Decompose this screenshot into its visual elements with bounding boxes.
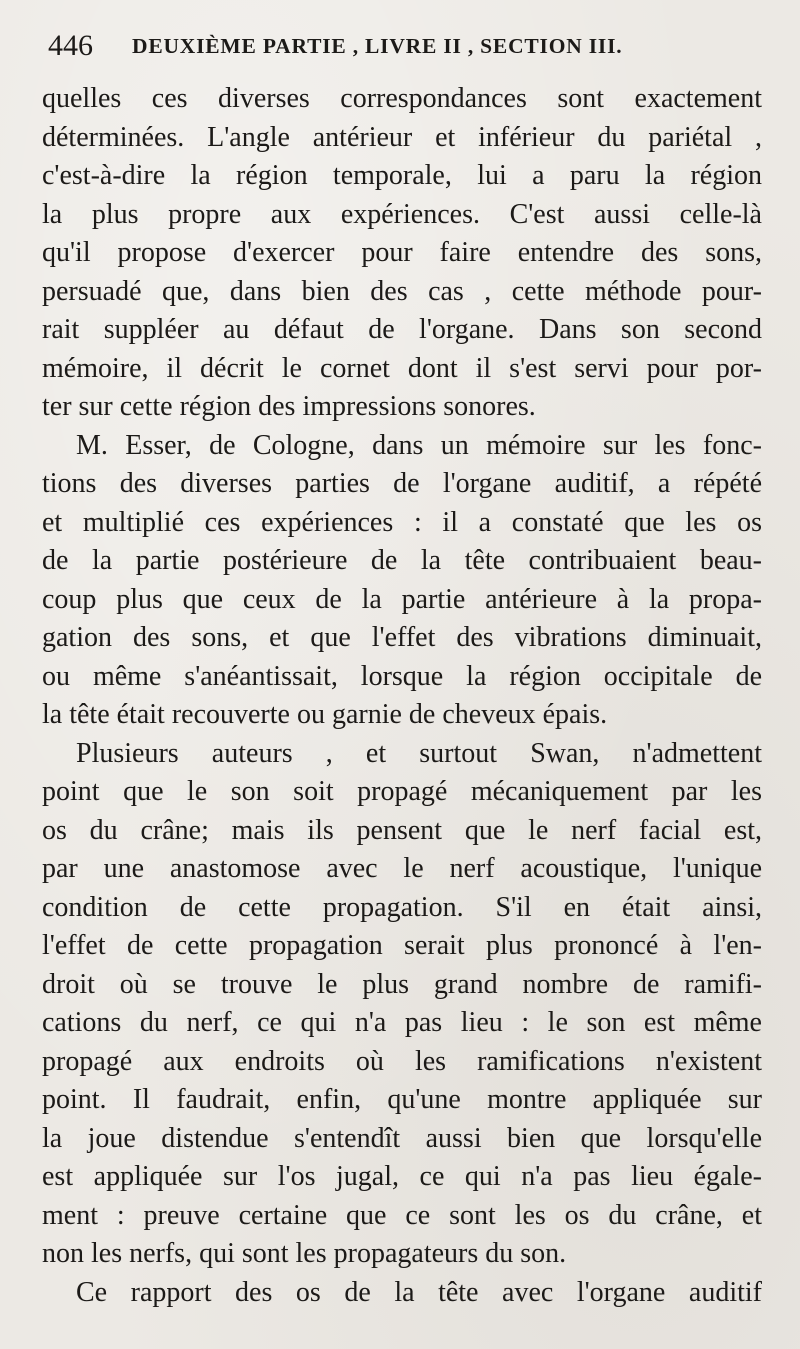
text-line: gation des sons, et que l'effet des vibrations diminuait, [42, 622, 762, 653]
paragraph-start-line: Plusieurs auteurs , et surtout Swan, n'admettent [76, 737, 762, 769]
text-line: persuadé que, dans bien des cas , cette méthode pour- [42, 275, 762, 307]
text-line: ter sur cette région des impressions sonores. [42, 391, 536, 422]
text-line: os du crâne; mais ils pensent que le nerf facial est, [42, 814, 762, 846]
text-line: par une anastomose avec le nerf acoustique, l'unique [42, 853, 762, 884]
text-line: l'effet de cette propagation serait plus prononcé à l'en- [42, 930, 762, 961]
text-line: point que le son soit propagé mécaniquement par les [42, 776, 762, 807]
text-line: mémoire, il décrit le cornet dont il s'est servi pour por- [42, 352, 762, 384]
text-line: non les nerfs, qui sont les propagateurs du son. [42, 1238, 567, 1269]
page-number: 446 [48, 29, 93, 62]
text-line: c'est-à-dire la région temporale, lui a paru la région [42, 160, 762, 191]
text-line: ou même s'anéantissait, lorsque la région occipitale de [42, 660, 762, 692]
text-line: et multiplié ces expériences : il a constaté que les os [42, 506, 762, 538]
text-line: tions des diverses parties de l'organe auditif, a répété [42, 468, 762, 499]
text-line: propagé aux endroits où les ramifications n'existent [42, 1045, 762, 1077]
text-line: coup plus que ceux de la partie antérieure à la propa- [42, 583, 762, 615]
text-line: condition de cette propagation. S'il en était ainsi, [42, 891, 762, 923]
text-line: de la partie postérieure de la tête contribuaient beau- [42, 545, 762, 576]
text-line: point. Il faudrait, enfin, qu'une montre appliquée sur [42, 1084, 762, 1115]
text-line: la tête était recouverte ou garnie de cheveux épais. [42, 699, 608, 730]
text-line: déterminées. L'angle antérieur et inférieur du pariétal , [42, 121, 762, 153]
text-line: droit où se trouve le plus grand nombre de ramifi- [42, 968, 762, 1000]
text-line: qu'il propose d'exercer pour faire entendre des sons, [42, 237, 762, 268]
text-line: la joue distendue s'entendît aussi bien que lorsqu'elle [42, 1122, 762, 1154]
running-head: DEUXIÈME PARTIE , LIVRE II , SECTION III. [132, 34, 623, 58]
text-line: est appliquée sur l'os jugal, ce qui n'a pas lieu égale- [42, 1161, 762, 1192]
paragraph-start-line: M. Esser, de Cologne, dans un mémoire sur les fonc- [76, 429, 762, 461]
text-line: ment : preuve certaine que ce sont les os du crâne, et [42, 1199, 762, 1231]
text-line: quelles ces diverses correspondances sont exactement [42, 83, 762, 114]
text-line: rait suppléer au défaut de l'organe. Dans son second [42, 314, 762, 345]
paragraph-start-line: Ce rapport des os de la tête avec l'organe auditif [76, 1276, 762, 1308]
page-header [42, 28, 762, 64]
body-text [42, 80, 762, 1312]
text-line: la plus propre aux expériences. C'est aussi celle-là [42, 198, 762, 230]
text-line: cations du nerf, ce qui n'a pas lieu : le son est même [42, 1007, 762, 1038]
